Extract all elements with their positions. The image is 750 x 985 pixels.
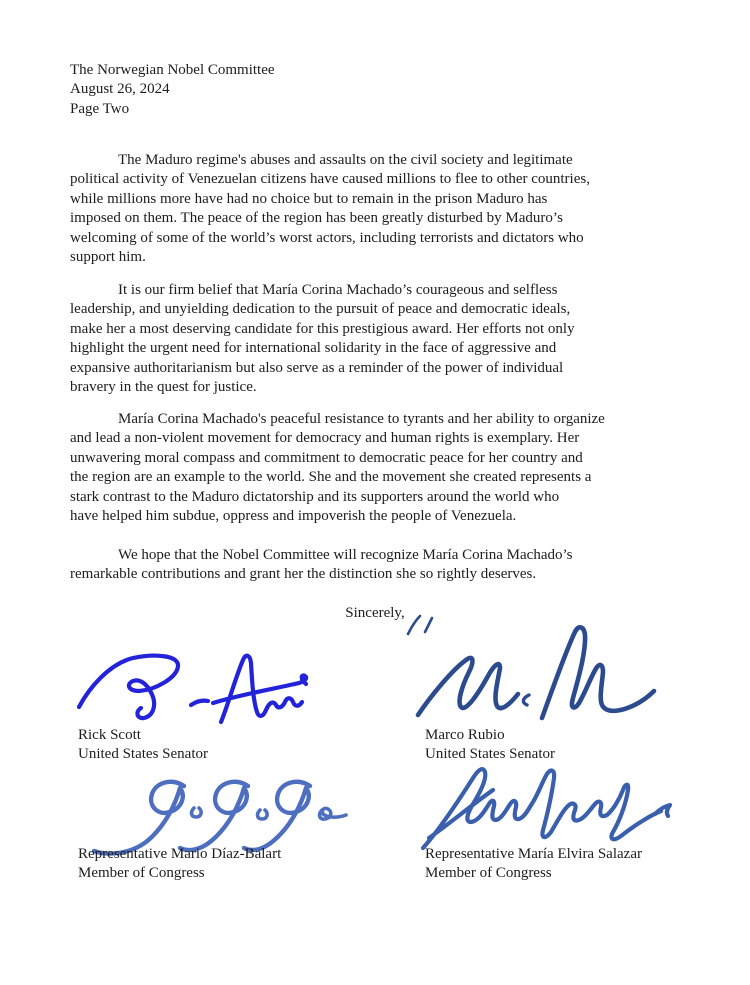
closing-salutation: Sincerely, <box>345 605 405 621</box>
paragraph-line: The Maduro regime's abuses and assaults on the civil society and legitimate <box>118 152 573 168</box>
paragraph-line: make her a most deserving candidate for this prestigious award. Her efforts not only <box>70 320 575 337</box>
maria-elvira-salazar-signature <box>415 762 665 850</box>
paragraph-4 <box>70 546 573 585</box>
paragraph-line: imposed on them. The peace of the region has been greatly disturbed by Maduro’s <box>70 210 563 227</box>
signatory-name: Representative María Elvira Salazar <box>425 846 642 862</box>
page-number-line: Page Two <box>70 100 130 117</box>
signatory-block-maria-elvira-salazar <box>425 845 642 884</box>
marco-rubio-signature <box>400 612 700 727</box>
signatory-name: Representative Mario Díaz-Balart <box>78 846 282 862</box>
paragraph-line: María Corina Machado's peaceful resistance to tyrants and her ability to organize <box>118 411 605 427</box>
paragraph-line: while millions more have had no choice but to remain in the prison Maduro has <box>70 190 548 207</box>
paragraph-line: political activity of Venezuelan citizens have caused millions to flee to other countries, <box>70 171 590 188</box>
paragraph-line: unwavering moral compass and commitment to democratic peace for her country and <box>70 449 583 466</box>
paragraph-line: bravery in the quest for justice. <box>70 379 257 396</box>
mario-diaz-balart-signature <box>88 774 353 854</box>
paragraph-line: the region are an example to the world. She and the movement she created represents a <box>70 469 592 486</box>
signatory-title: United States Senator <box>425 746 555 763</box>
paragraph-2 <box>70 281 575 397</box>
date-line: August 26, 2024 <box>70 81 170 98</box>
recipient-line: The Norwegian Nobel Committee <box>70 62 275 78</box>
signatory-block-marco-rubio <box>425 726 555 765</box>
paragraph-line: support him. <box>70 249 146 266</box>
paragraph-1 <box>70 151 590 267</box>
paragraph-line: It is our firm belief that María Corina Machado’s courageous and selfless <box>118 282 558 298</box>
paragraph-line: and lead a non-violent movement for democracy and human rights is exemplary. Her <box>70 430 580 447</box>
letter-header <box>70 61 275 119</box>
paragraph-line: leadership, and unyielding dedication to the pursuit of peace and democratic ideals, <box>70 301 571 318</box>
paragraph-line: stark contrast to the Maduro dictatorship and its supporters around the world who <box>70 488 560 505</box>
signatory-name: Rick Scott <box>78 727 141 743</box>
signatory-name: Marco Rubio <box>425 727 505 743</box>
paragraph-line: have helped him subdue, oppress and impoverish the people of Venezuela. <box>70 508 517 525</box>
paragraph-line: We hope that the Nobel Committee will recognize María Corina Machado’s <box>118 547 573 563</box>
signatory-block-rick-scott <box>78 726 208 765</box>
paragraph-line: highlight the urgent need for international solidarity in the face of aggressive and <box>70 340 557 357</box>
paragraph-line: welcoming of some of the world’s worst actors, including terrorists and dictators who <box>70 229 584 246</box>
signatory-block-mario-diaz-balart <box>78 845 281 884</box>
signatory-title: United States Senator <box>78 746 208 763</box>
paragraph-3 <box>70 410 605 526</box>
paragraph-line: expansive authoritarianism but also serve as a reminder of the power of individual <box>70 359 564 376</box>
paragraph-line: remarkable contributions and grant her the distinction she so rightly deserves. <box>70 566 537 583</box>
signatory-title: Member of Congress <box>425 865 552 882</box>
rick-scott-signature <box>73 650 313 730</box>
signatory-title: Member of Congress <box>78 865 205 882</box>
